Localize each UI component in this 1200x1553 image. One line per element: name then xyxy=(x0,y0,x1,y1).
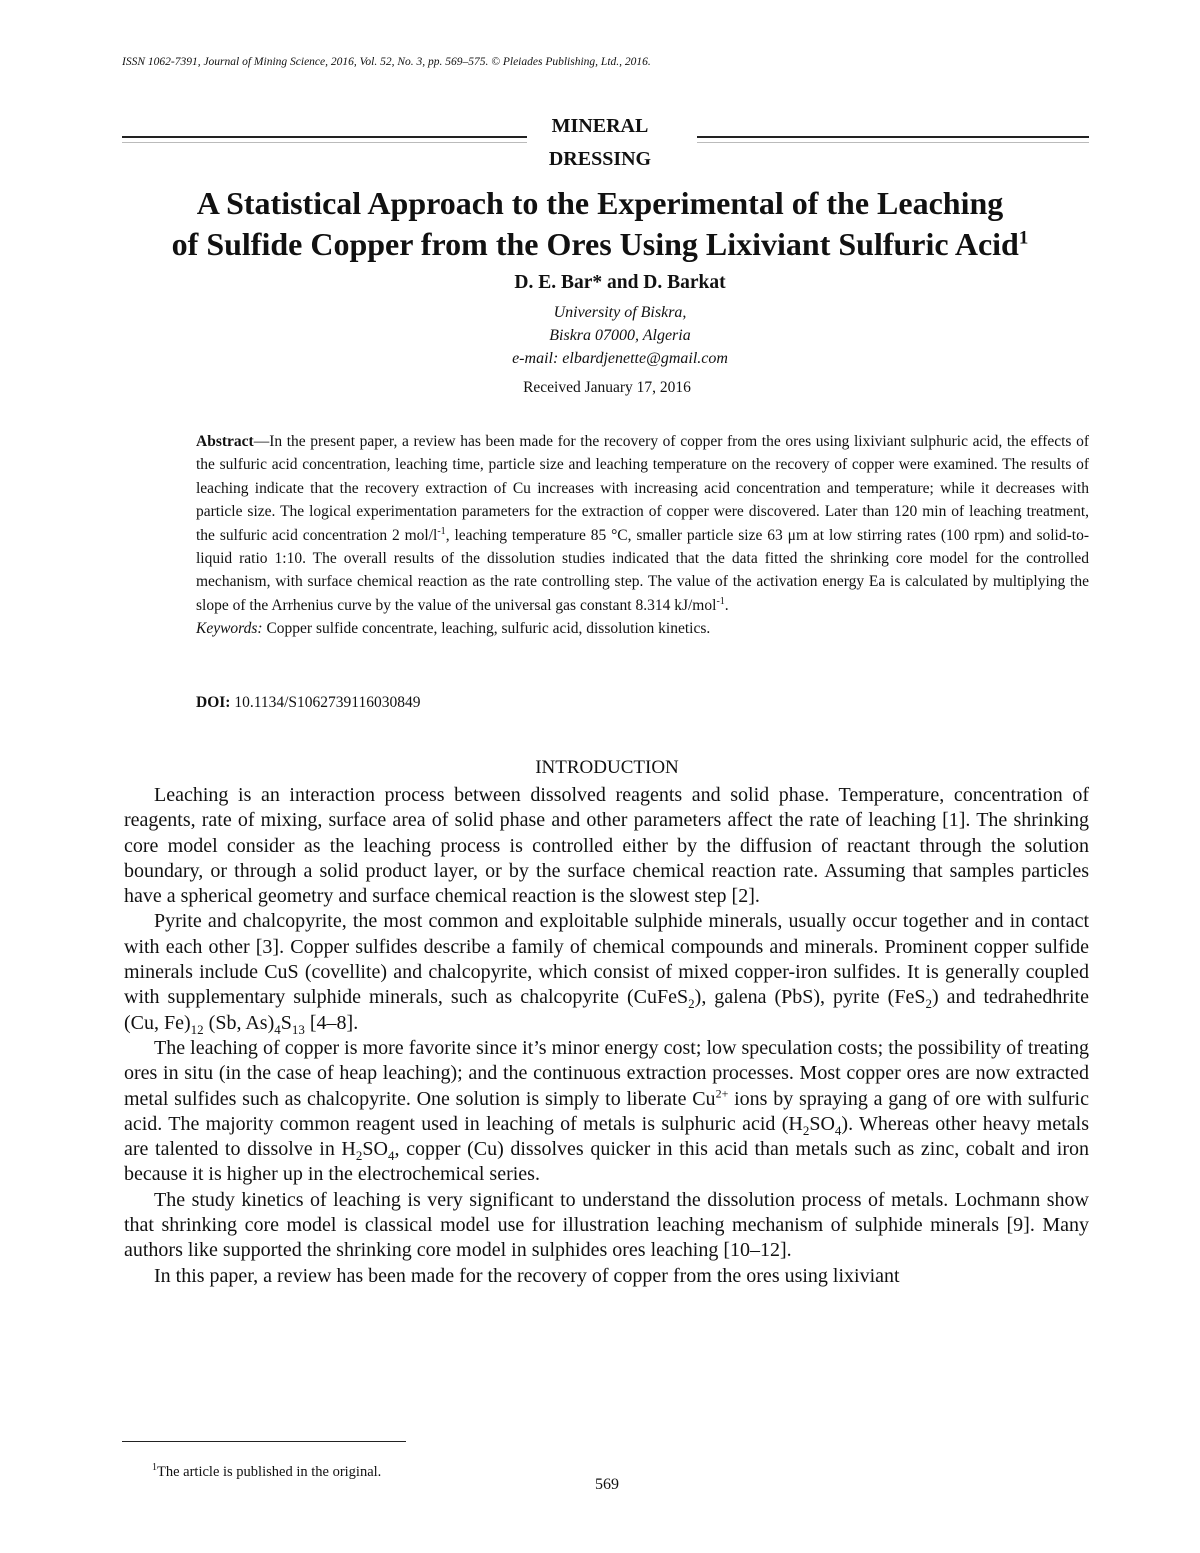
affiliation xyxy=(0,301,1200,370)
section-line-1: MINERAL xyxy=(551,115,649,137)
abstract-label: Abstract xyxy=(196,433,254,450)
title-line-1: A Statistical Approach to the Experimental of the Leaching xyxy=(196,185,1004,221)
title-line-2 xyxy=(110,224,1090,265)
section-rule-left xyxy=(122,136,527,138)
author-email[interactable]: e-mail: elbardjenette@gmail.com xyxy=(512,350,728,367)
section-rule-right-thin xyxy=(697,142,1089,143)
p3-sub-4: 4 xyxy=(387,1148,395,1164)
abstract-sup-1: -1 xyxy=(437,525,446,537)
paper-title xyxy=(110,183,1090,265)
title-footnote-mark[interactable]: 1 xyxy=(1018,227,1029,249)
footnote-mark: 1 xyxy=(152,1462,157,1473)
p3-text-a: The leaching of copper is more favorite since it’s minor energy cost; low speculation costs; the possibility of treating ores in situ (in the case of heap leaching); and the continuous extraction processes. Most copper ores are now extracted metal sulfides such as chalcopyrite. One solution is simply to liberate Cu xyxy=(124,1036,1089,1110)
p2-text-c: ) and tedrahedhrite (Cu, Fe) xyxy=(124,986,1089,1034)
p2-text-a: Pyrite and chalcopyrite, the most common and exploitable sulphide minerals, usually occur together and in contact with each other [3]. Copper sulfides describe a family of chemical compounds and minerals. Prominent copper sulfide minerals include CuS (covellite) and chalcopyrite, which consist of mixed copper-iron sulfides. It is generally coupled with supplementary sulphide minerals, such as chalcopyrite (CuFeS xyxy=(124,910,1089,1009)
p2-sub-5: 13 xyxy=(291,1021,305,1037)
abstract-text-3: . xyxy=(724,596,729,614)
doi xyxy=(196,694,420,712)
abstract xyxy=(196,430,1089,641)
p2-sub-2: 2 xyxy=(925,996,932,1012)
paragraph-3 xyxy=(124,1036,1089,1188)
p3-sub-2: 4 xyxy=(834,1122,842,1138)
footnote-text: The article is published in the original. xyxy=(157,1463,382,1480)
footnote-rule xyxy=(122,1441,406,1442)
abstract-text-1: —In the present paper, a review has been made for the recovery of copper from the ores using lixiviant sulphuric acid, the effects of the sulfuric acid concentration, leaching time, particle size and leaching temperature on the recovery of copper were examined. The results of leaching indicate that the recovery extraction of Cu increases with increasing acid concentration and temperature; while it decreases with particle size. The logical experimentation parameters for the extraction of copper were discovered. Later than 120 min of leaching treatment, the sulfuric acid concentration 2 mol/l xyxy=(196,433,1089,544)
section-rule-left-thin xyxy=(122,142,527,143)
affiliation-line-2: Biskra 07000, Algeria xyxy=(549,327,691,344)
received-date: Received January 17, 2016 xyxy=(523,379,691,396)
p3-text-b: ions by spraying a gang of ore with sulfuric acid. The majority common reagent used in leaching of metals is sulphuric acid (H xyxy=(124,1087,1089,1135)
p2-text-b: ), galena (PbS), pyrite (FeS xyxy=(694,986,926,1009)
page-number: 569 xyxy=(595,1476,619,1493)
paragraph-1: Leaching is an interaction process between dissolved reagents and solid phase. Temperature, concentration of reagents, rate of mixing, surface area of solid phase and other parameters affect the rate of leaching [1]. The shrinking core model consider as the leaching process is controlled either by the diffusion of reactant through the solution boundary, or through a solid product layer, or by the surface chemical reaction rate. Assuming that samples particles have a spherical geometry and surface chemical reaction is the slowest step [2]. xyxy=(124,784,1089,908)
p2-text-e: S xyxy=(280,1011,292,1034)
p3-sub-1: 2 xyxy=(802,1122,810,1138)
affiliation-line-1: University of Biskra, xyxy=(553,304,687,321)
p2-sub-4: 4 xyxy=(274,1021,281,1037)
section-line-2: DRESSING xyxy=(548,148,652,170)
authors: D. E. Bar* and D. Barkat xyxy=(514,272,726,293)
journal-citation: ISSN 1062-7391, Journal of Mining Science, 2016, Vol. 52, No. 3, pp. 569–575. © Pleiades Publishing, Ltd., 2016. xyxy=(122,56,651,68)
paragraph-4: The study kinetics of leaching is very significant to understand the dissolution process of metals. Lochmann show that shrinking core model is classical model use for illustration leaching mechanism of sulphide minerals [9]. Many authors like supported the shrinking core model in sulphides ores leaching [10–12]. xyxy=(124,1188,1089,1262)
p2-sub-1: 2 xyxy=(688,996,695,1012)
p3-text-f: , copper (Cu) dissolves quicker in this acid than metals such as zinc, cobalt and iron because it is higher up in the electrochemical series. xyxy=(124,1138,1090,1186)
paragraph-2 xyxy=(124,909,1089,1035)
section-rule-right xyxy=(697,136,1089,138)
keywords-label: Keywords: xyxy=(196,620,263,638)
p2-text-d: (Sb, As) xyxy=(203,1011,275,1034)
p3-sup: 2+ xyxy=(715,1085,729,1100)
p2-text-f: [4–8]. xyxy=(304,1011,359,1034)
p3-sub-3: 2 xyxy=(355,1148,363,1164)
abstract-sup-2: -1 xyxy=(716,595,725,607)
title-line-2-text: of Sulfide Copper from the Ores Using Lixiviant Sulfuric Acid xyxy=(171,226,1019,262)
section-heading xyxy=(527,110,673,176)
p3-text-c: SO xyxy=(809,1112,835,1135)
keywords: Copper sulfide concentrate, leaching, sulfuric acid, dissolution kinetics. xyxy=(262,620,711,638)
introduction-body xyxy=(124,783,1089,1289)
doi-value[interactable]: 10.1134/S1062739116030849 xyxy=(230,694,421,711)
doi-label: DOI: xyxy=(196,694,231,711)
abstract-text-2: , leaching temperature 85 °C, smaller particle size 63 μm at low stirring rates (100 rpm) and solid-to-liquid ratio 1:10. The overall results of the dissolution studies indicated that the data fitted the shrinking core model for the controlled mechanism, with surface chemical reaction as the rate controlling step. The value of the activation energy Ea is calculated by multiplying the slope of the Arrhenius curve by the value of the universal gas constant 8.314 kJ/mol xyxy=(196,526,1089,614)
paragraph-5: In this paper, a review has been made for the recovery of copper from the ores using lixiviant xyxy=(154,1264,900,1287)
p3-text-d: ). Whereas other heavy metals are talented to dissolve in H xyxy=(124,1112,1089,1161)
p2-sub-3: 12 xyxy=(190,1021,204,1037)
p3-text-e: SO xyxy=(362,1138,388,1161)
introduction-heading: INTRODUCTION xyxy=(535,757,679,778)
